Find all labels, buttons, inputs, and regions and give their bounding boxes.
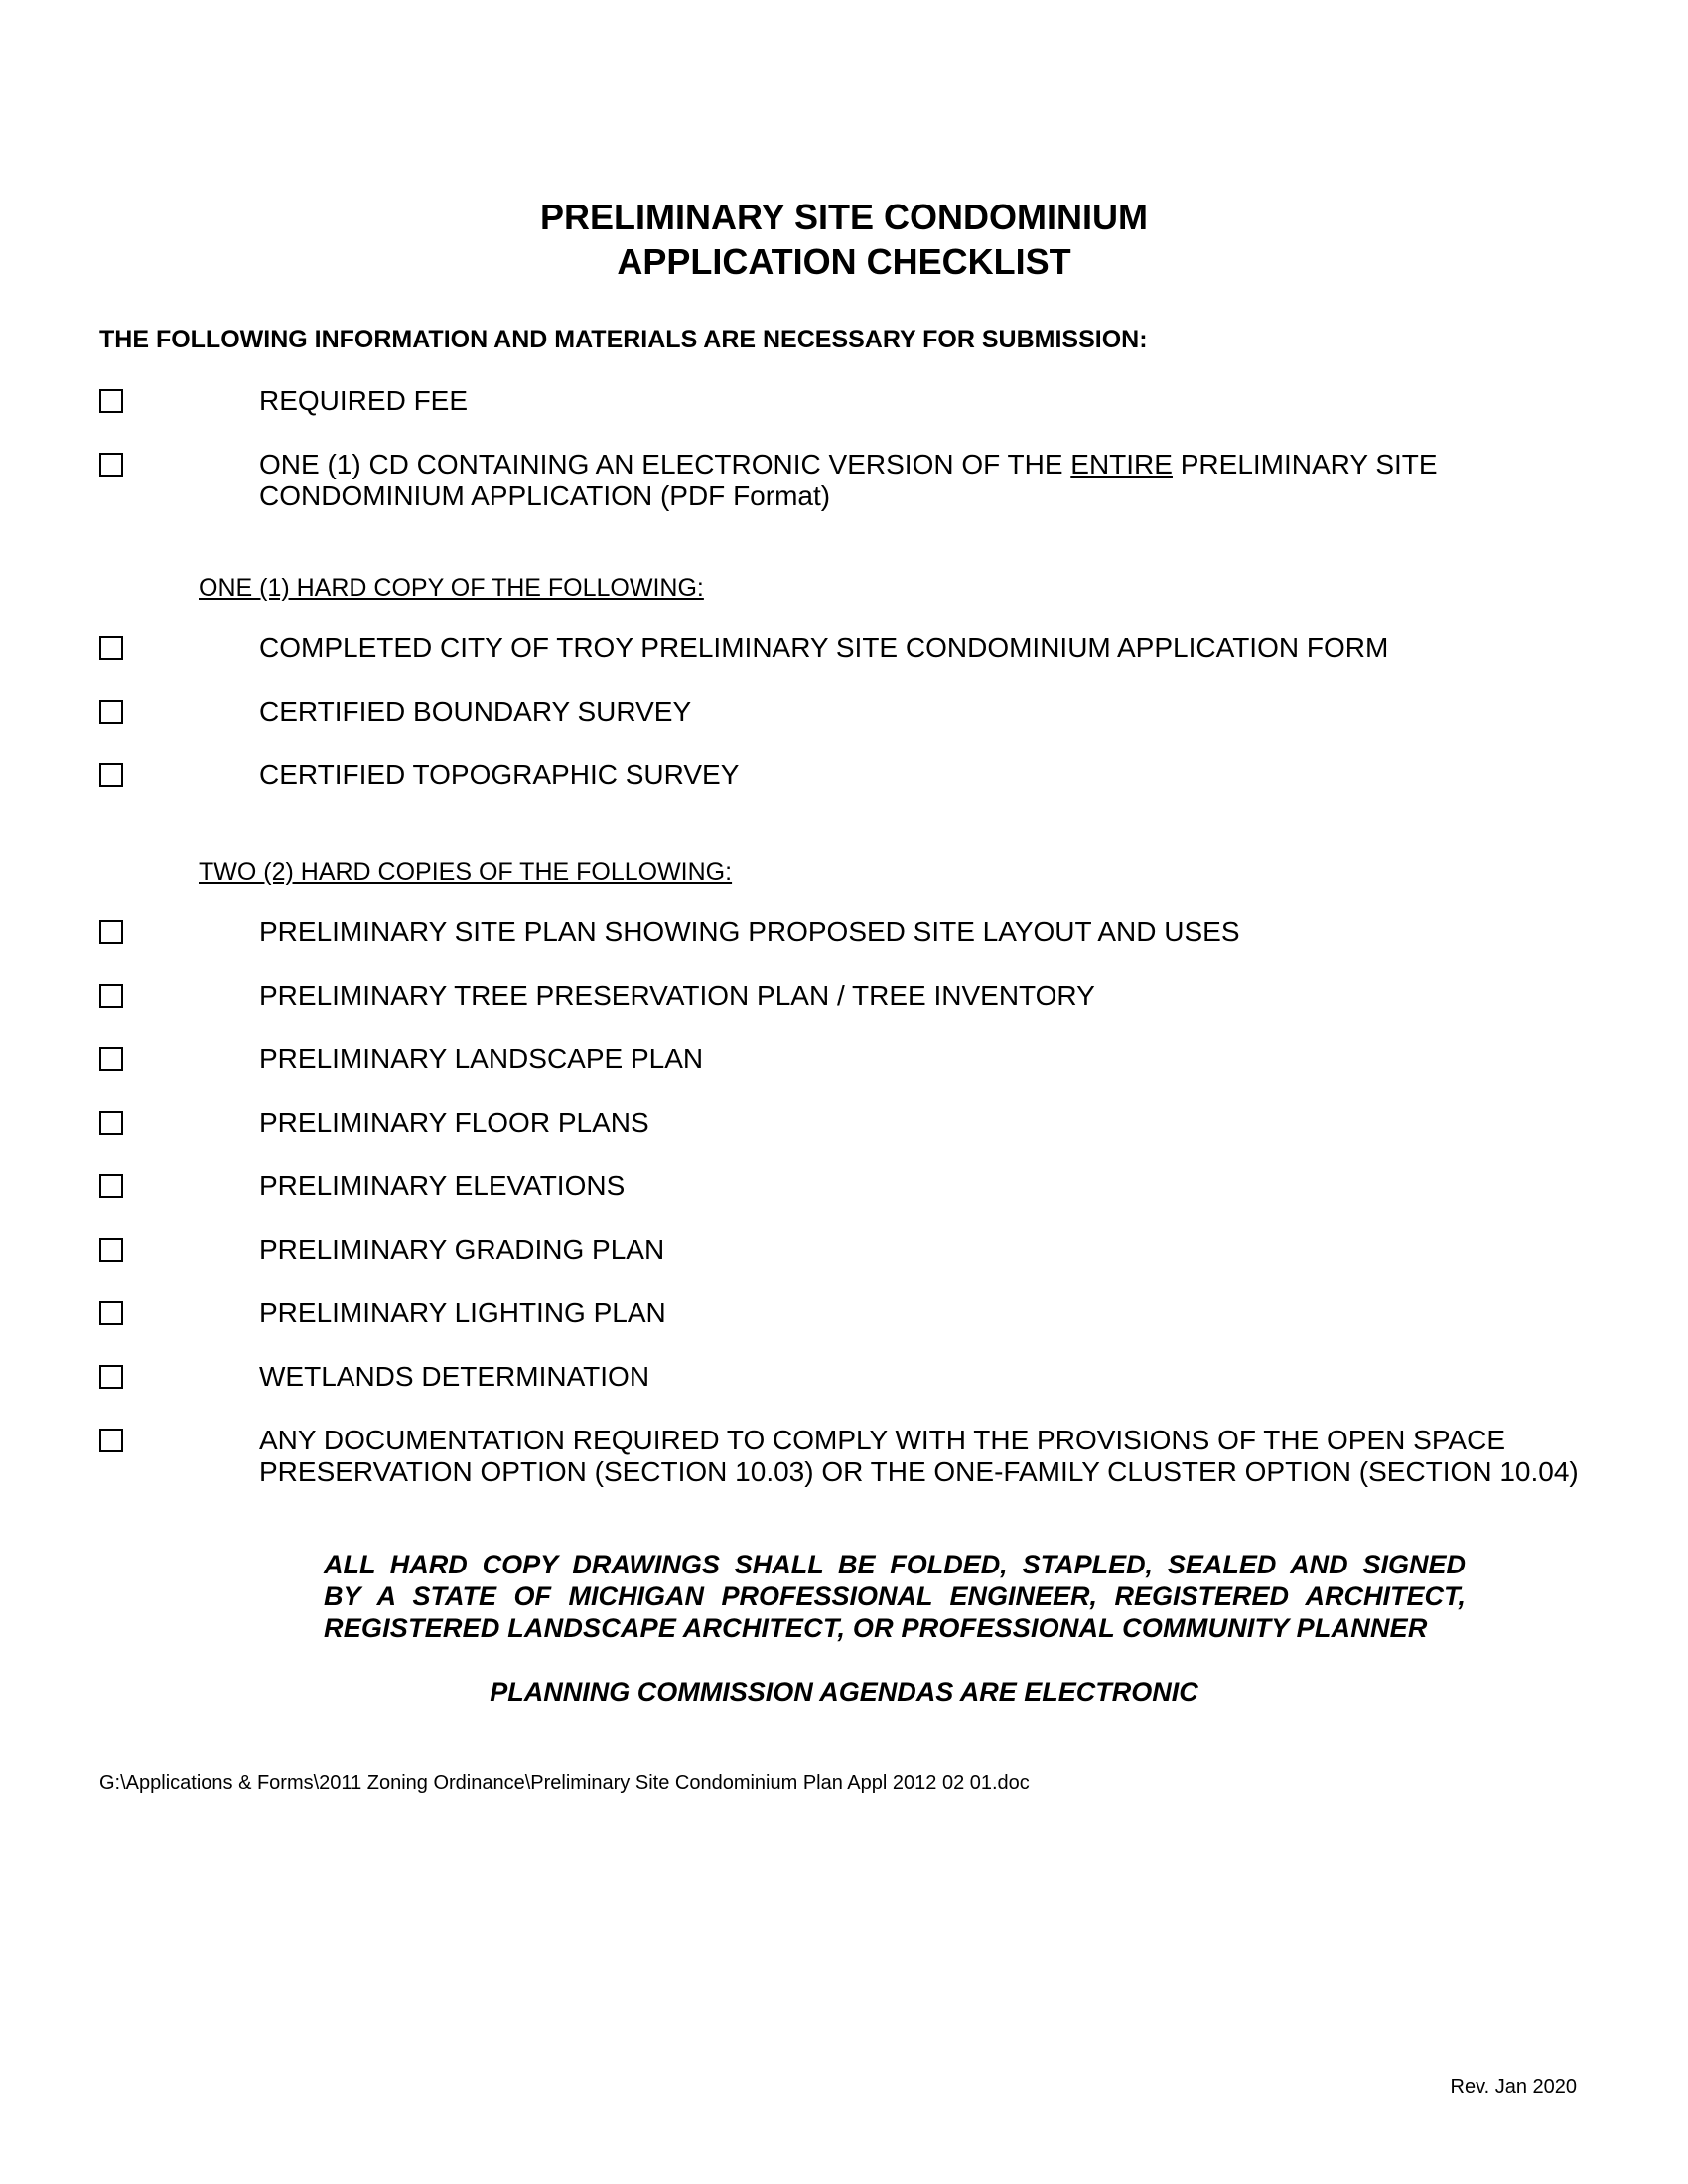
file-path: G:\Applications & Forms\2011 Zoning Ordinance\Preliminary Site Condominium Plan Appl 2012 02 01.doc (99, 1772, 1030, 1794)
documentation-line-2: PRESERVATION OPTION (SECTION 10.03) OR THE ONE-FAMILY CLUSTER OPTION (SECTION 10.04) (259, 1456, 1579, 1487)
checkbox[interactable] (99, 763, 123, 787)
cd-text-line-2: CONDOMINIUM APPLICATION (PDF Format) (259, 480, 831, 511)
checklist-item-label: WETLANDS DETERMINATION (259, 1361, 650, 1392)
section-two-heading: TWO (2) HARD COPIES OF THE FOLLOWING: (199, 858, 733, 886)
checklist-item-label: PRELIMINARY ELEVATIONS (259, 1170, 626, 1201)
checklist-item-label: COMPLETED CITY OF TROY PRELIMINARY SITE CONDOMINIUM APPLICATION FORM (259, 632, 1389, 663)
document-title-line-1: PRELIMINARY SITE CONDOMINIUM (539, 197, 1149, 237)
checklist-item-label: CERTIFIED BOUNDARY SURVEY (259, 696, 692, 727)
checkbox[interactable] (99, 1301, 123, 1325)
document-title-line-2: APPLICATION CHECKLIST (617, 241, 1071, 282)
checkbox[interactable] (99, 984, 123, 1008)
drawing-requirements-notice (324, 1549, 1466, 1644)
notice-line-3: REGISTERED LANDSCAPE ARCHITECT, OR PROFESSIONAL COMMUNITY PLANNER (324, 1613, 1428, 1643)
notice-line-2: BY A STATE OF MICHIGAN PROFESSIONAL ENGINEER, REGISTERED ARCHITECT, (324, 1581, 1466, 1611)
checkbox[interactable] (99, 1429, 123, 1452)
checklist-item-label (259, 449, 1438, 512)
checkbox[interactable] (99, 636, 123, 660)
checklist-item-label: PRELIMINARY TREE PRESERVATION PLAN / TREE INVENTORY (259, 980, 1095, 1011)
checkbox[interactable] (99, 1047, 123, 1071)
agenda-notice: PLANNING COMMISSION AGENDAS ARE ELECTRONIC (490, 1677, 1198, 1706)
notice-line-1: ALL HARD COPY DRAWINGS SHALL BE FOLDED, STAPLED, SEALED AND SIGNED (324, 1550, 1466, 1579)
checkbox[interactable] (99, 1111, 123, 1135)
checklist-item-label: PRELIMINARY SITE PLAN SHOWING PROPOSED SITE LAYOUT AND USES (259, 916, 1240, 947)
checklist-item-label (259, 1425, 1579, 1488)
checklist-item-label: PRELIMINARY LIGHTING PLAN (259, 1297, 666, 1328)
checkbox[interactable] (99, 389, 123, 413)
checkbox[interactable] (99, 1174, 123, 1198)
cd-text-underlined: ENTIRE (1070, 449, 1173, 479)
checklist-item-label: PRELIMINARY LANDSCAPE PLAN (259, 1043, 704, 1074)
checkbox[interactable] (99, 453, 123, 477)
checklist-item-label: PRELIMINARY GRADING PLAN (259, 1234, 665, 1265)
cd-text-after: PRELIMINARY SITE (1172, 449, 1438, 479)
cd-text-before: ONE (1) CD CONTAINING AN ELECTRONIC VERSION OF THE (259, 449, 1071, 479)
intro-heading: THE FOLLOWING INFORMATION AND MATERIALS ARE NECESSARY FOR SUBMISSION: (99, 326, 1148, 353)
checklist-item-label: REQUIRED FEE (259, 385, 469, 416)
checkbox[interactable] (99, 700, 123, 724)
checkbox[interactable] (99, 920, 123, 944)
checkbox[interactable] (99, 1238, 123, 1262)
checklist-item-label: PRELIMINARY FLOOR PLANS (259, 1107, 649, 1138)
checkbox[interactable] (99, 1365, 123, 1389)
documentation-line-1: ANY DOCUMENTATION REQUIRED TO COMPLY WITH THE PROVISIONS OF THE OPEN SPACE (259, 1425, 1505, 1455)
revision-date: Rev. Jan 2020 (1450, 2076, 1577, 2098)
section-one-heading: ONE (1) HARD COPY OF THE FOLLOWING: (199, 574, 704, 602)
checklist-item-label: CERTIFIED TOPOGRAPHIC SURVEY (259, 759, 740, 790)
